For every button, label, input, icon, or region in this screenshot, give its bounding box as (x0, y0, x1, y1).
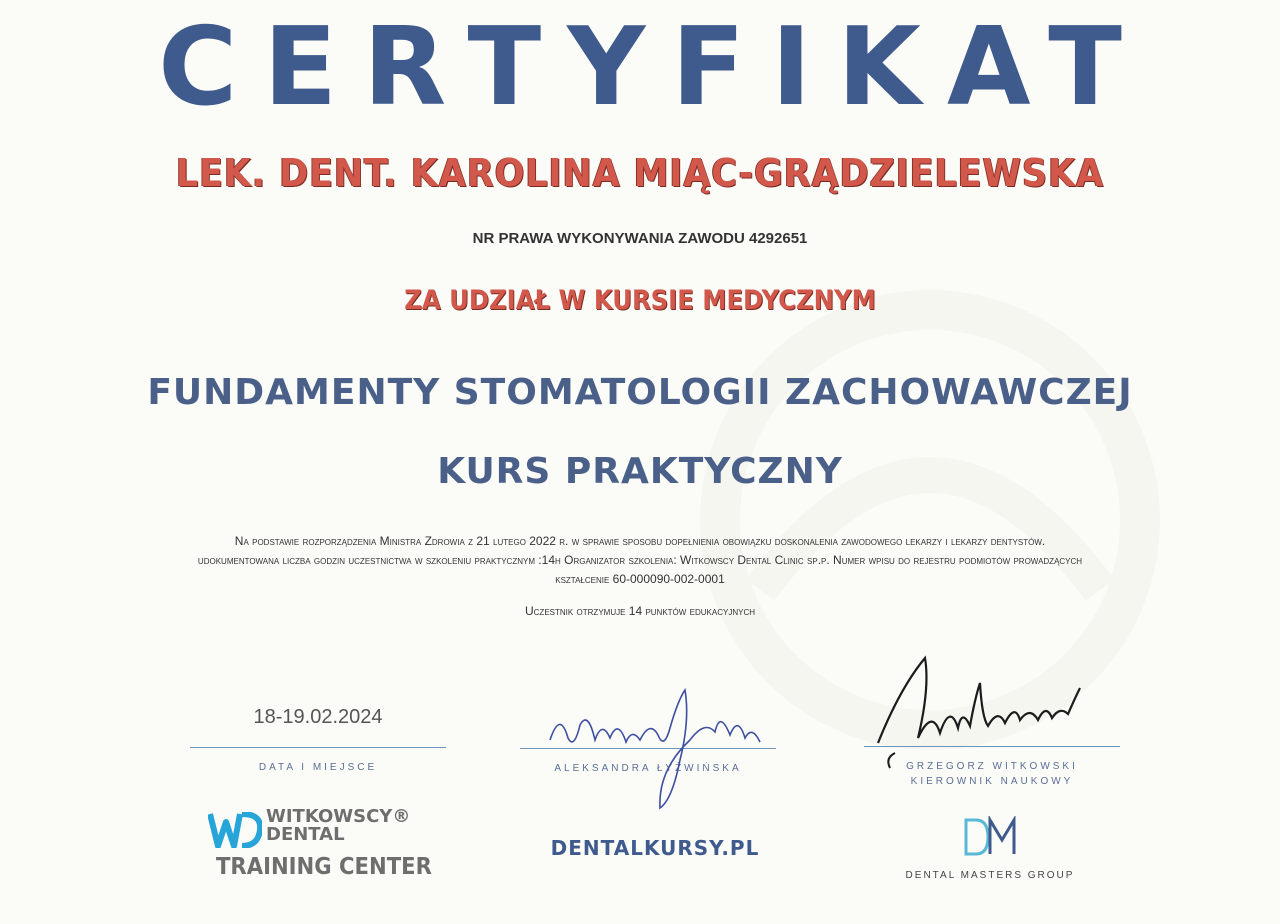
signer2-name-text: GRZEGORZ WITKOWSKI (906, 761, 1078, 772)
wd-text (266, 808, 410, 844)
signer1-block (520, 748, 776, 776)
wd-text-line2: DENTAL (266, 824, 345, 845)
legal-line-2: udokumentowana liczba godzin uczestnictwa w szkoleniu praktycznym :14h Organizator szkolenia: Witkowscy Dental Clinic sp.p. Numer wpisu do rejestru podmiotów prowadzących (197, 553, 1083, 567)
dentalkursy-logo: DENTALKURSY.PL (550, 836, 760, 860)
legal-text (60, 532, 1220, 589)
watermark-logo (600, 260, 1240, 780)
signer1-name: ALEKSANDRA ŁYŻWIŃSKA (554, 763, 742, 774)
certificate-title: CERTYFIKAT (158, 5, 1148, 130)
witkowscy-dental-logo (208, 806, 432, 888)
dental-masters-group-label: DENTAL MASTERS GROUP (905, 870, 1075, 881)
signer1-line (520, 748, 776, 749)
date-label: DATA I MIEJSCE (258, 762, 378, 773)
signer2-role: KIEROWNIK NAUKOWY (910, 776, 1074, 787)
points-text: Uczestnik otrzymuje 14 punktów edukacyjnych (524, 604, 756, 618)
wd-text-line1: WITKOWSCY® (266, 806, 411, 827)
course-type: KURS PRAKTYCZNY (437, 451, 843, 492)
legal-line-3: kształcenie 60-000090-002-0001 (555, 572, 725, 586)
legal-line-1: Na podstawie rozporządzenia Ministra Zdrowia z 21 lutego 2022 r. w sprawie sposobu dopełnienia obowiązku doskonalenia zawodowego lekarzy i lekarzy dentystów. (234, 534, 1046, 548)
wd-logo-icon (208, 812, 262, 848)
date-value: 18-19.02.2024 (253, 706, 383, 728)
signer2-line (864, 746, 1120, 747)
date-block (190, 706, 446, 775)
signer2-name (864, 759, 1120, 789)
license-number: NR PRAWA WYKONYWANIA ZAWODU 4292651 (472, 230, 808, 247)
participation-text: ZA UDZIAŁ W KURSIE MEDYCZNYM (404, 285, 876, 316)
training-center-text: TRAINING CENTER (216, 854, 432, 880)
signer2-block (864, 746, 1120, 789)
course-name: FUNDAMENTY STOMATOLOGII ZACHOWAWCZEJ (147, 372, 1133, 413)
date-line (190, 747, 446, 748)
recipient-name: LEK. DENT. KAROLINA MIĄC-GRĄDZIELEWSKA (175, 151, 1105, 195)
dm-logo-icon (962, 816, 1018, 860)
